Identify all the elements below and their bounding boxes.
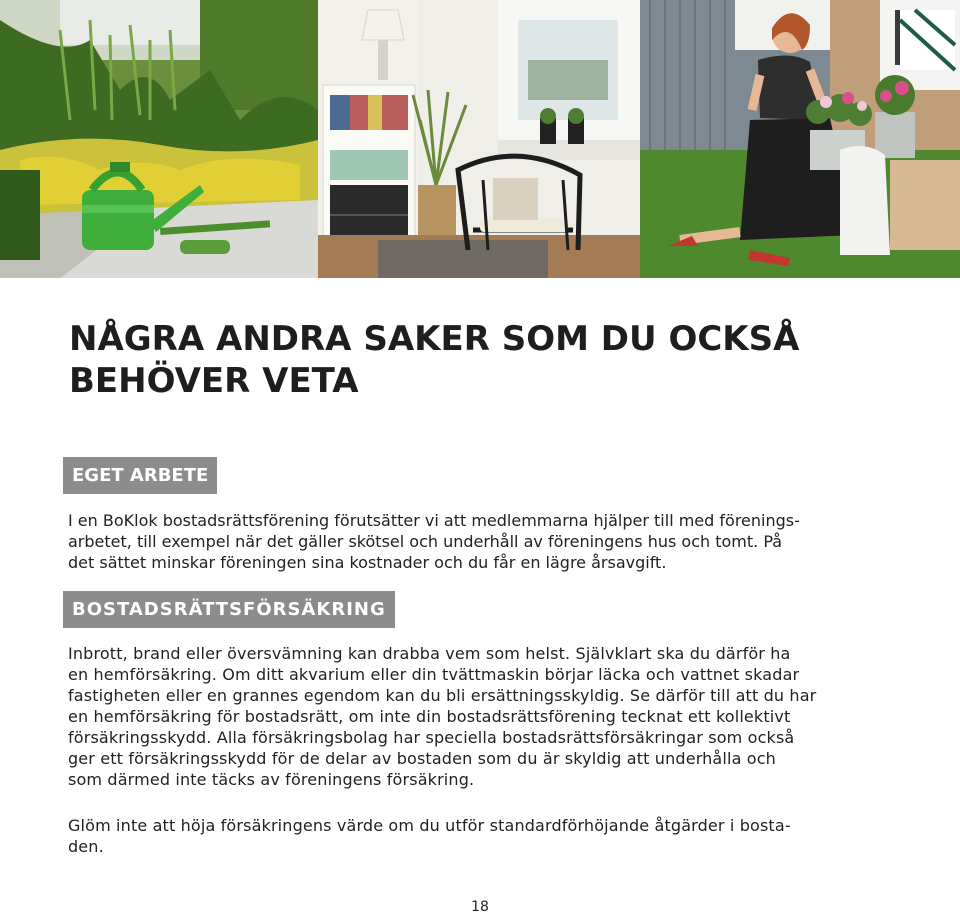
paragraph-line: det sättet minskar föreningen sina kostnader och du får en lägre årsavgift.: [68, 553, 667, 572]
paragraph-line: ger ett försäkringsskydd för de delar av bostaden som du är skyldig att underhålla och: [68, 749, 776, 768]
paragraph-forsakring: [68, 643, 898, 790]
paragraph-line: en hemförsäkring för bostadsrätt, om inte din bostadsrättsförening tecknat ett kollektivt: [68, 707, 791, 726]
paragraph-eget-arbete: [68, 510, 898, 573]
woman-planting-flowers-photo: [640, 0, 960, 278]
paragraph-line: försäkringsskydd. Alla försäkringsbolag har speciella bostadsrättsförsäkringar som också: [68, 728, 795, 747]
paragraph-line: I en BoKlok bostadsrättsförening förutsätter vi att medlemmarna hjälper till med förenings-: [68, 511, 800, 530]
page-number: 18: [471, 899, 489, 915]
paragraph-line: Inbrott, brand eller översvämning kan drabba vem som helst. Självklart ska du därför ha: [68, 644, 791, 663]
photo-strip: [0, 0, 960, 278]
page-title: [69, 318, 889, 402]
page-title-line: BEHÖVER VETA: [69, 361, 359, 401]
garden-watering-can-photo: [0, 0, 318, 278]
paragraph-line: som därmed inte täcks av föreningens försäkring.: [68, 770, 475, 789]
paragraph-reminder: [68, 815, 898, 857]
section-badge-eget-arbete: EGET ARBETE: [63, 457, 217, 494]
paragraph-line: Glöm inte att höja försäkringens värde om du utför standardförhöjande åtgärder i bosta-: [68, 816, 791, 835]
page-title-line: NÅGRA ANDRA SAKER SOM DU OCKSÅ: [69, 319, 800, 359]
living-room-chair-photo: [318, 0, 640, 278]
paragraph-line: arbetet, till exempel när det gäller skötsel och underhåll av föreningens hus och tomt. På: [68, 532, 783, 551]
paragraph-line: en hemförsäkring. Om ditt akvarium eller din tvättmaskin börjar läcka och vattnet skadar: [68, 665, 800, 684]
section-badge-bostadsrattsforsakring: BOSTADSRÄTTSFÖRSÄKRING: [63, 591, 395, 628]
paragraph-line: den.: [68, 837, 104, 856]
paragraph-line: fastigheten eller en grannes egendom kan du bli ersättningsskyldig. Se därför till att du har: [68, 686, 817, 705]
